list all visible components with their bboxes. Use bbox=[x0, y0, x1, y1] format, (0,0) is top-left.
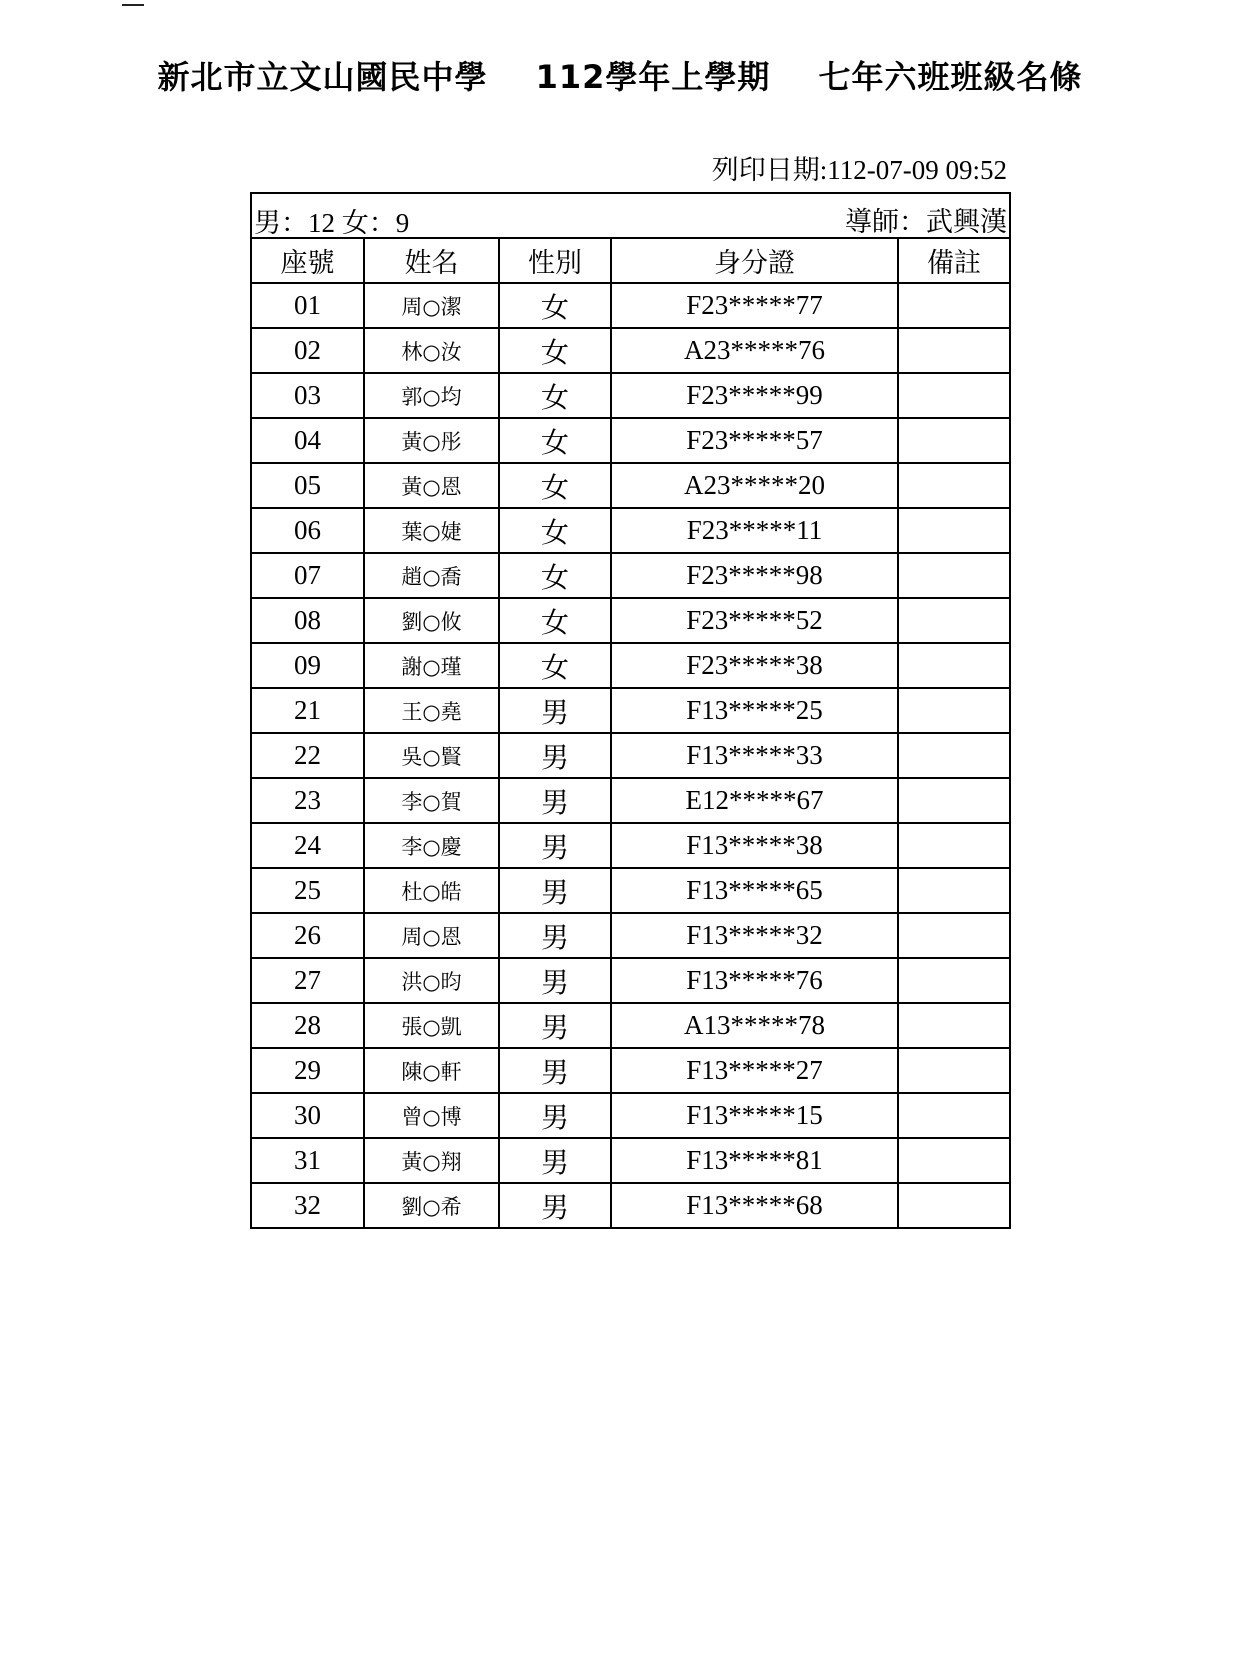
seat-number: 24 bbox=[251, 823, 364, 868]
class-roster-table bbox=[250, 192, 1011, 1229]
student-note bbox=[898, 733, 1010, 778]
table-row bbox=[251, 868, 1010, 913]
student-id-number: F13*****68 bbox=[611, 1183, 898, 1228]
student-name: 劉○希 bbox=[364, 1183, 499, 1228]
table-row bbox=[251, 553, 1010, 598]
student-note bbox=[898, 778, 1010, 823]
seat-number: 06 bbox=[251, 508, 364, 553]
column-header-row bbox=[251, 238, 1010, 283]
student-id-number: F13*****15 bbox=[611, 1093, 898, 1138]
student-id-number: F13*****81 bbox=[611, 1138, 898, 1183]
seat-number: 29 bbox=[251, 1048, 364, 1093]
student-name: 張○凱 bbox=[364, 1003, 499, 1048]
table-row bbox=[251, 778, 1010, 823]
table-row bbox=[251, 463, 1010, 508]
column-header-gender: 性別 bbox=[499, 238, 611, 283]
student-gender: 男 bbox=[499, 868, 611, 913]
student-gender: 女 bbox=[499, 283, 611, 328]
student-gender: 男 bbox=[499, 913, 611, 958]
student-note bbox=[898, 643, 1010, 688]
student-note bbox=[898, 1048, 1010, 1093]
student-gender: 女 bbox=[499, 463, 611, 508]
student-name: 趙○喬 bbox=[364, 553, 499, 598]
student-gender: 男 bbox=[499, 1183, 611, 1228]
student-id-number: F13*****65 bbox=[611, 868, 898, 913]
table-row bbox=[251, 823, 1010, 868]
table-row bbox=[251, 1093, 1010, 1138]
class-roster-title: 七年六班班級名條 bbox=[818, 58, 1083, 96]
student-note bbox=[898, 508, 1010, 553]
summary-cell bbox=[251, 193, 1010, 238]
seat-number: 22 bbox=[251, 733, 364, 778]
student-id-number: A23*****76 bbox=[611, 328, 898, 373]
student-note bbox=[898, 868, 1010, 913]
table-row bbox=[251, 328, 1010, 373]
student-name: 周○潔 bbox=[364, 283, 499, 328]
table-row bbox=[251, 1183, 1010, 1228]
student-name: 黃○翔 bbox=[364, 1138, 499, 1183]
student-id-number: E12*****67 bbox=[611, 778, 898, 823]
student-name: 黃○彤 bbox=[364, 418, 499, 463]
student-name: 洪○昀 bbox=[364, 958, 499, 1003]
student-name: 周○恩 bbox=[364, 913, 499, 958]
seat-number: 04 bbox=[251, 418, 364, 463]
student-note bbox=[898, 688, 1010, 733]
summary-row bbox=[251, 193, 1010, 238]
student-gender: 女 bbox=[499, 373, 611, 418]
student-note bbox=[898, 1183, 1010, 1228]
student-gender: 男 bbox=[499, 823, 611, 868]
seat-number: 31 bbox=[251, 1138, 364, 1183]
table-row bbox=[251, 283, 1010, 328]
seat-number: 02 bbox=[251, 328, 364, 373]
student-gender: 女 bbox=[499, 643, 611, 688]
student-name: 葉○婕 bbox=[364, 508, 499, 553]
student-gender: 女 bbox=[499, 328, 611, 373]
student-gender: 女 bbox=[499, 508, 611, 553]
student-id-number: F13*****32 bbox=[611, 913, 898, 958]
student-gender: 男 bbox=[499, 1003, 611, 1048]
student-id-number: F13*****76 bbox=[611, 958, 898, 1003]
roster-body bbox=[251, 283, 1010, 1228]
student-note bbox=[898, 913, 1010, 958]
print-date: 列印日期:112-07-09 09:52 bbox=[711, 155, 1007, 185]
student-note bbox=[898, 958, 1010, 1003]
student-note bbox=[898, 1003, 1010, 1048]
homeroom-teacher: 導師：武興漢 bbox=[845, 207, 1008, 238]
student-id-number: F23*****98 bbox=[611, 553, 898, 598]
seat-number: 32 bbox=[251, 1183, 364, 1228]
column-header-name: 姓名 bbox=[364, 238, 499, 283]
student-id-number: A13*****78 bbox=[611, 1003, 898, 1048]
student-gender: 男 bbox=[499, 1138, 611, 1183]
student-id-number: F23*****38 bbox=[611, 643, 898, 688]
school-name: 新北市立文山國民中學 bbox=[157, 58, 488, 96]
seat-number: 09 bbox=[251, 643, 364, 688]
student-gender: 男 bbox=[499, 688, 611, 733]
seat-number: 03 bbox=[251, 373, 364, 418]
document-title bbox=[0, 52, 1240, 98]
student-gender: 女 bbox=[499, 418, 611, 463]
student-name: 林○汝 bbox=[364, 328, 499, 373]
student-name: 李○慶 bbox=[364, 823, 499, 868]
seat-number: 28 bbox=[251, 1003, 364, 1048]
table-row bbox=[251, 1138, 1010, 1183]
student-note bbox=[898, 328, 1010, 373]
student-note bbox=[898, 283, 1010, 328]
seat-number: 27 bbox=[251, 958, 364, 1003]
student-gender: 女 bbox=[499, 598, 611, 643]
student-name: 杜○皓 bbox=[364, 868, 499, 913]
table-row bbox=[251, 688, 1010, 733]
student-id-number: F23*****99 bbox=[611, 373, 898, 418]
seat-number: 07 bbox=[251, 553, 364, 598]
student-name: 劉○攸 bbox=[364, 598, 499, 643]
student-note bbox=[898, 373, 1010, 418]
seat-number: 30 bbox=[251, 1093, 364, 1138]
table-row bbox=[251, 598, 1010, 643]
table-row bbox=[251, 1048, 1010, 1093]
column-header-note: 備註 bbox=[898, 238, 1010, 283]
seat-number: 01 bbox=[251, 283, 364, 328]
academic-term: 112學年上學期 bbox=[535, 58, 771, 96]
table-row bbox=[251, 373, 1010, 418]
table-row bbox=[251, 733, 1010, 778]
column-header-id: 身分證 bbox=[611, 238, 898, 283]
student-id-number: F23*****77 bbox=[611, 283, 898, 328]
student-note bbox=[898, 1138, 1010, 1183]
student-name: 李○賀 bbox=[364, 778, 499, 823]
seat-number: 08 bbox=[251, 598, 364, 643]
table-row bbox=[251, 643, 1010, 688]
gender-counts: 男：12 女：9 bbox=[254, 208, 410, 238]
student-note bbox=[898, 463, 1010, 508]
student-name: 謝○瑾 bbox=[364, 643, 499, 688]
student-id-number: A23*****20 bbox=[611, 463, 898, 508]
table-row bbox=[251, 1003, 1010, 1048]
student-note bbox=[898, 823, 1010, 868]
seat-number: 21 bbox=[251, 688, 364, 733]
student-name: 曾○博 bbox=[364, 1093, 499, 1138]
student-name: 郭○均 bbox=[364, 373, 499, 418]
student-note bbox=[898, 553, 1010, 598]
student-id-number: F13*****27 bbox=[611, 1048, 898, 1093]
seat-number: 05 bbox=[251, 463, 364, 508]
table-row bbox=[251, 958, 1010, 1003]
student-gender: 男 bbox=[499, 958, 611, 1003]
page-corner-mark bbox=[122, 0, 144, 6]
student-id-number: F13*****33 bbox=[611, 733, 898, 778]
student-gender: 女 bbox=[499, 553, 611, 598]
student-id-number: F13*****38 bbox=[611, 823, 898, 868]
student-id-number: F23*****52 bbox=[611, 598, 898, 643]
student-gender: 男 bbox=[499, 1093, 611, 1138]
student-gender: 男 bbox=[499, 733, 611, 778]
student-id-number: F23*****11 bbox=[611, 508, 898, 553]
student-note bbox=[898, 418, 1010, 463]
student-id-number: F13*****25 bbox=[611, 688, 898, 733]
student-id-number: F23*****57 bbox=[611, 418, 898, 463]
student-name: 王○堯 bbox=[364, 688, 499, 733]
table-row bbox=[251, 508, 1010, 553]
table-row bbox=[251, 913, 1010, 958]
seat-number: 26 bbox=[251, 913, 364, 958]
student-gender: 男 bbox=[499, 778, 611, 823]
student-note bbox=[898, 598, 1010, 643]
table-row bbox=[251, 418, 1010, 463]
student-name: 吳○賢 bbox=[364, 733, 499, 778]
column-header-seat: 座號 bbox=[251, 238, 364, 283]
student-name: 陳○軒 bbox=[364, 1048, 499, 1093]
seat-number: 25 bbox=[251, 868, 364, 913]
student-note bbox=[898, 1093, 1010, 1138]
seat-number: 23 bbox=[251, 778, 364, 823]
student-gender: 男 bbox=[499, 1048, 611, 1093]
student-name: 黃○恩 bbox=[364, 463, 499, 508]
